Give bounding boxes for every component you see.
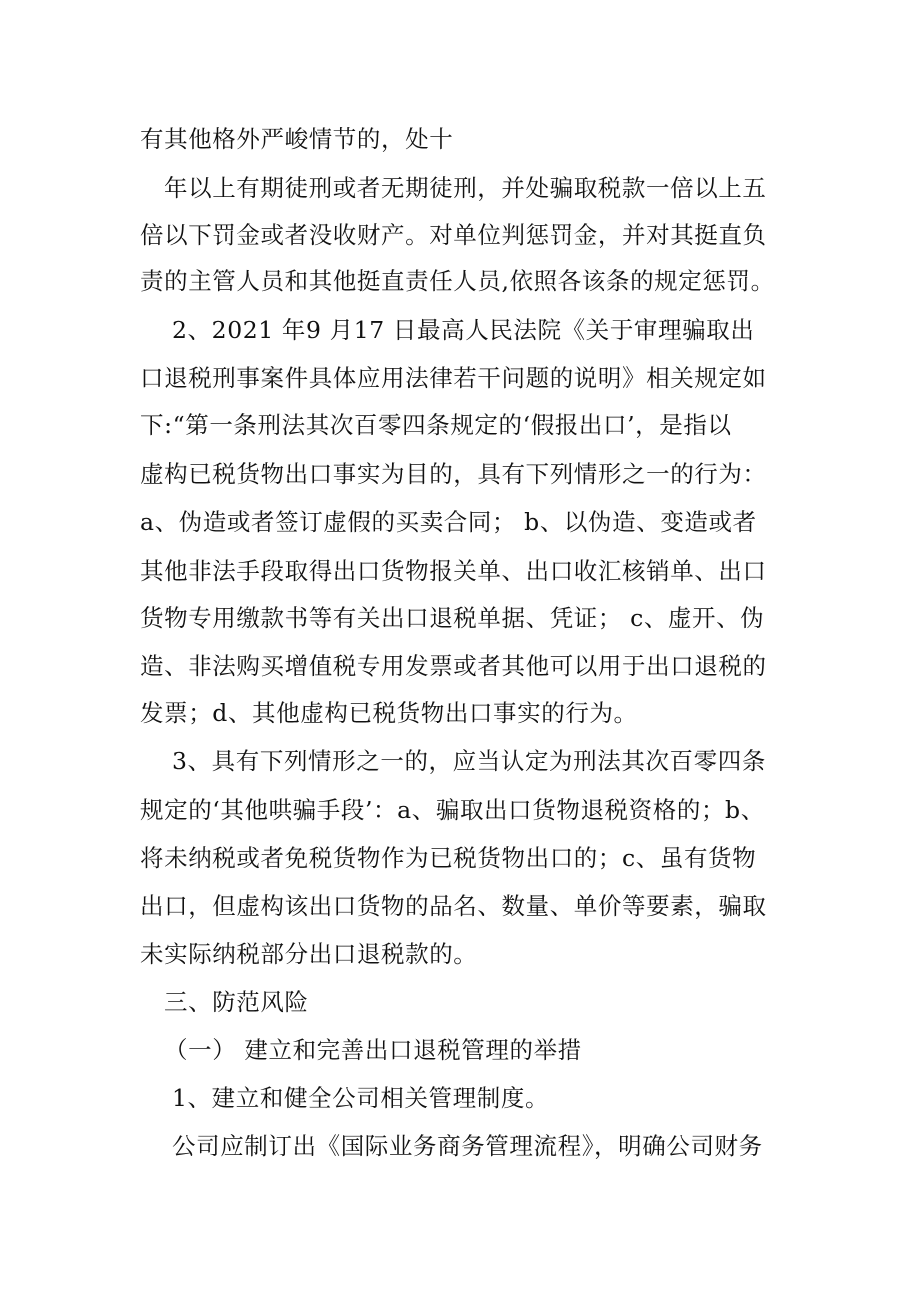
text-line: 口退税刑事案件具体应用法律若干问题的说明》相关规定如 — [140, 364, 767, 392]
text-line: 将未纳税或者免税货物作为已税货物出口的；c、虽有货物 — [140, 844, 757, 872]
text-line: 未实际纳税部分出口退税款的。 — [140, 940, 478, 968]
text-line: 造、非法购买增值税专用发票或者其他可以用于出口退税的 — [140, 652, 767, 680]
text-line: 有其他格外严峻情节的，处十 — [140, 125, 454, 153]
section-heading: 三、防范风险 — [164, 988, 309, 1016]
text-line: 责的主管人员和其他挺直责任人员,依照各该条的规定惩罚。 — [140, 267, 775, 295]
text-line: 3、具有下列情形之一的，应当认定为刑法其次百零四条 — [172, 747, 766, 775]
text-line: 下:“第一条刑法其次百零四条规定的‘假报出口’，是指以 — [140, 411, 732, 439]
text-line: 年以上有期徒刑或者无期徒刑，并处骗取税款一倍以上五 — [164, 174, 767, 202]
text-line: 规定的‘其他哄骗手段’：a、骗取出口货物退税资格的；b、 — [140, 796, 765, 824]
text-line: 出口，但虚构该出口货物的品名、数量、单价等要素，骗取 — [140, 892, 767, 920]
text-line: 倍以下罚金或者没收财产。对单位判惩罚金，并对其挺直负 — [140, 221, 767, 249]
text-line: 虚构已税货物出口事实为目的，具有下列情形之一的行为： — [140, 460, 767, 488]
text-line: a、伪造或者签订虚假的买卖合同； b、以伪造、变造或者 — [140, 508, 757, 536]
text-line: 发票；d、其他虚构已税货物出口事实的行为。 — [140, 699, 638, 727]
subsection-heading: （一） 建立和完善出口退税管理的举措 — [164, 1036, 582, 1064]
text-line: 其他非法手段取得出口货物报关单、出口收汇核销单、出口 — [140, 557, 767, 585]
text-line: 1、建立和健全公司相关管理制度。 — [172, 1084, 550, 1112]
text-line: 货物专用缴款书等有关出口退税单据、凭证； c、虚开、伪 — [140, 604, 765, 632]
text-line: 公司应制订出《国际业务商务管理流程》，明确公司财务 — [172, 1132, 763, 1160]
text-line: 2、2021 年9 月17 日最高人民法院《关于审理骗取出 — [172, 316, 755, 344]
